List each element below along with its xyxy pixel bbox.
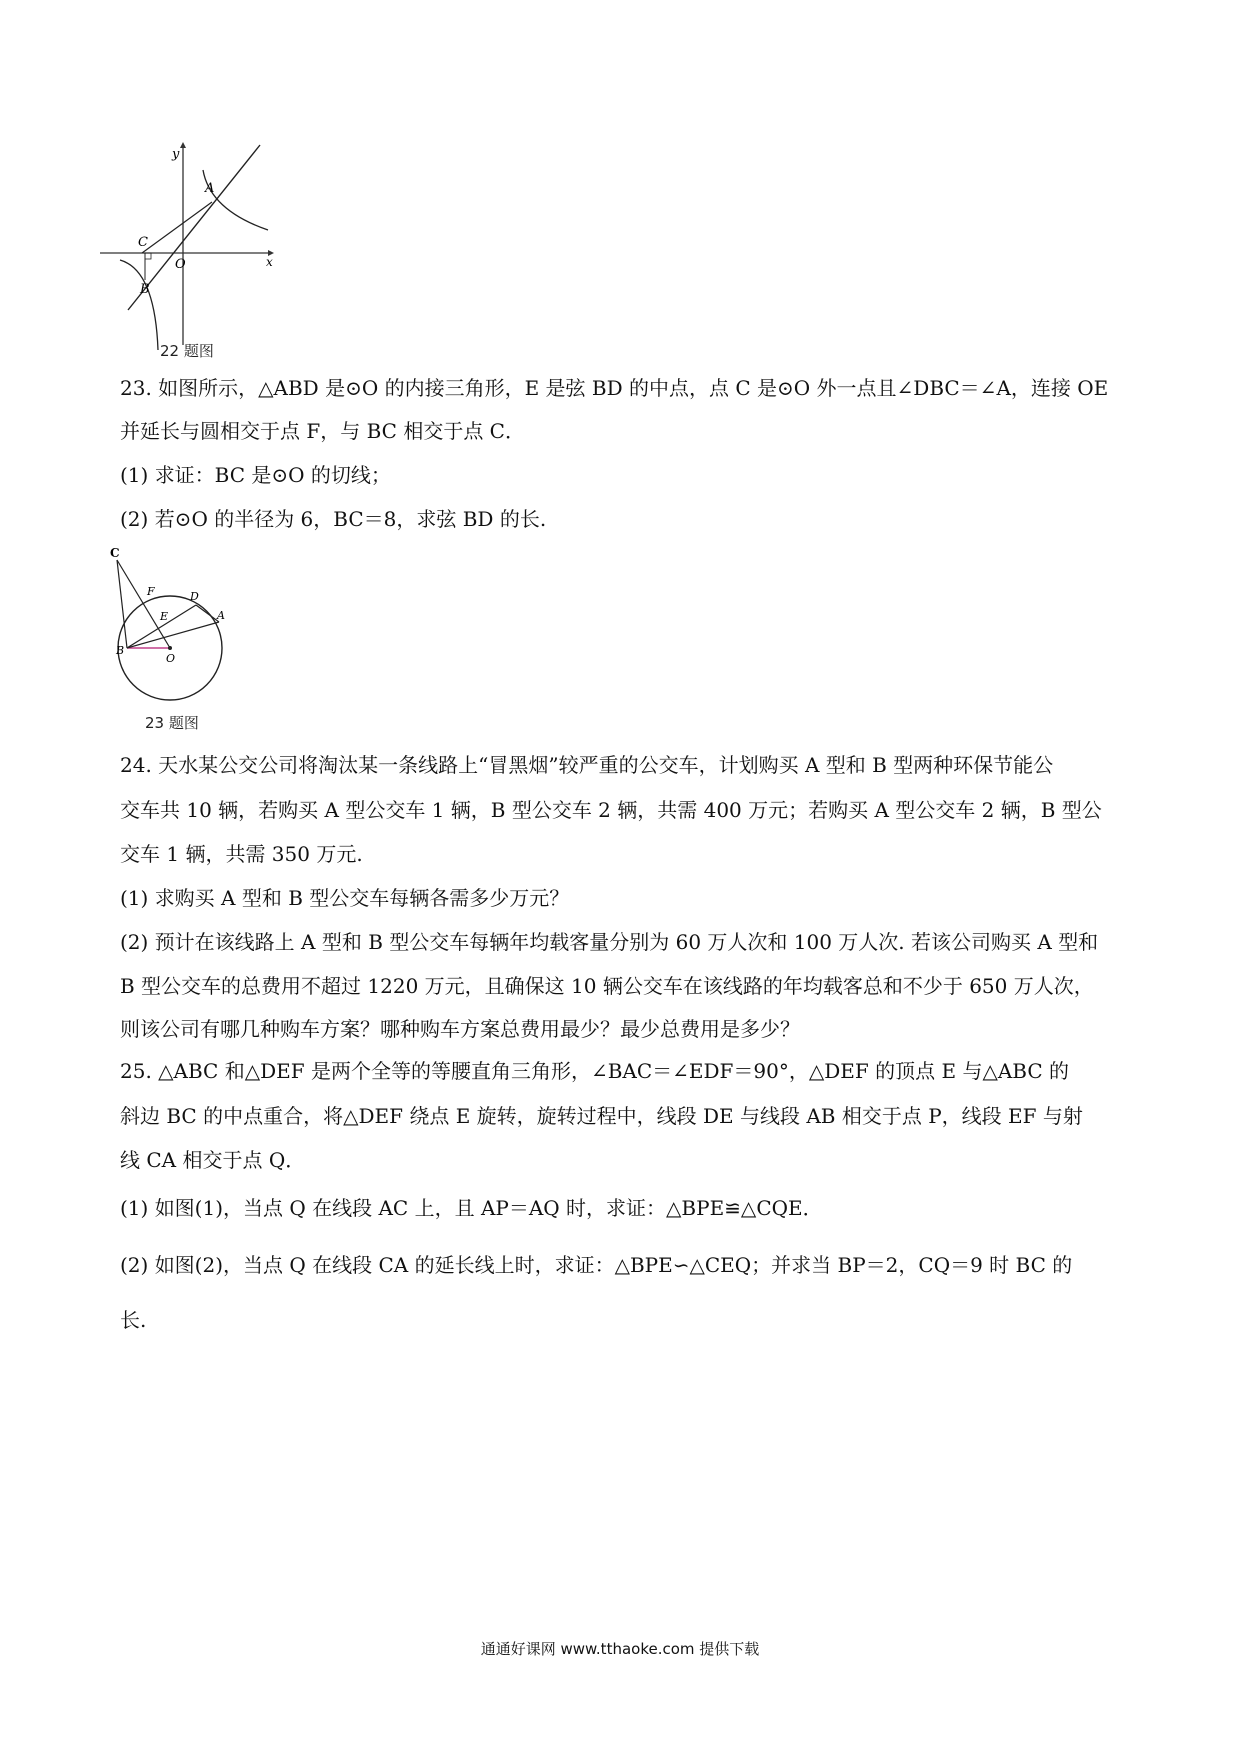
figure-23-geometry	[100, 545, 235, 710]
q24-part2-line1: (2) 预计在该线路上 A 型和 B 型公交车每辆年均载客量分别为 60 万人次和 100 万人次. 若该公司购买 A 型和	[120, 930, 1099, 954]
fig22-label-o: O	[175, 257, 186, 272]
q23-line2: 并延长与圆相交于点 F，与 BC 相交于点 C．	[120, 419, 525, 443]
fig22-label-x: x	[266, 255, 273, 269]
figure-23-caption: 23 题图	[145, 714, 199, 732]
fig22-label-c: C	[138, 235, 148, 250]
q24-part2-line3: 则该公司有哪几种购车方案？哪种购车方案总费用最少？最少总费用是多少？	[120, 1017, 800, 1041]
fig23-label-b: B	[116, 644, 125, 657]
fig23-label-f: F	[147, 585, 155, 598]
q24-line1: 24. 天水某公交公司将淘汰某一条线路上“冒黑烟”较严重的公交车，计划购买 A 型和 B 型两种环保节能公	[120, 753, 1054, 777]
fig22-label-a: A	[205, 181, 215, 196]
fig22-label-y: y	[172, 147, 180, 162]
q25-line3: 线 CA 相交于点 Q．	[120, 1148, 306, 1172]
q23-line1: 23. 如图所示，△ABD 是⊙O 的内接三角形，E 是弦 BD 的中点，点 C 是⊙O 外一点且∠DBC＝∠A，连接 OE	[120, 376, 1109, 400]
page-footer: 通通好课网 www.tthaoke.com 提供下载	[480, 1640, 760, 1658]
q25-part2-line2: 长.	[120, 1308, 147, 1332]
q23-part1: (1) 求证：BC 是⊙O 的切线；	[120, 463, 391, 487]
fig23-label-a: A	[217, 609, 225, 622]
q25-part1: (1) 如图(1)，当点 Q 在线段 AC 上，且 AP＝AQ 时，求证：△BPE≌△CQE．	[120, 1196, 823, 1220]
q24-line3: 交车 1 辆，共需 350 万元.	[120, 842, 363, 866]
fig23-label-e: E	[160, 610, 169, 623]
figure-22	[100, 140, 290, 355]
fig23-label-c: C	[110, 546, 120, 560]
figure-22-caption: 22 题图	[160, 342, 214, 360]
fig23-label-o: O	[166, 652, 176, 665]
q25-line1: 25. △ABC 和△DEF 是两个全等的等腰直角三角形，∠BAC＝∠EDF＝90°，△DEF 的顶点 E 与△ABC 的	[120, 1059, 1070, 1083]
fig22-label-b: B	[140, 282, 150, 297]
q24-part1: (1) 求购买 A 型和 B 型公交车每辆各需多少万元？	[120, 886, 570, 910]
figure-22-graph	[100, 140, 290, 355]
q25-line2: 斜边 BC 的中点重合，将△DEF 绕点 E 旋转，旋转过程中，线段 DE 与线段 AB 相交于点 P，线段 EF 与射	[120, 1104, 1083, 1128]
q23-part2: (2) 若⊙O 的半径为 6，BC＝8，求弦 BD 的长.	[120, 507, 547, 531]
figure-23	[100, 545, 235, 710]
fig23-label-d: D	[190, 590, 199, 603]
q24-part2-line2: B 型公交车的总费用不超过 1220 万元，且确保这 10 辆公交车在该线路的年均载客总和不少于 650 万人次，	[120, 974, 1094, 998]
q24-line2: 交车共 10 辆，若购买 A 型公交车 1 辆，B 型公交车 2 辆，共需 400 万元；若购买 A 型公交车 2 辆，B 型公	[120, 798, 1102, 822]
q25-part2-line1: (2) 如图(2)，当点 Q 在线段 CA 的延长线上时，求证：△BPE∽△CEQ；并求当 BP＝2，CQ＝9 时 BC 的	[120, 1253, 1073, 1277]
